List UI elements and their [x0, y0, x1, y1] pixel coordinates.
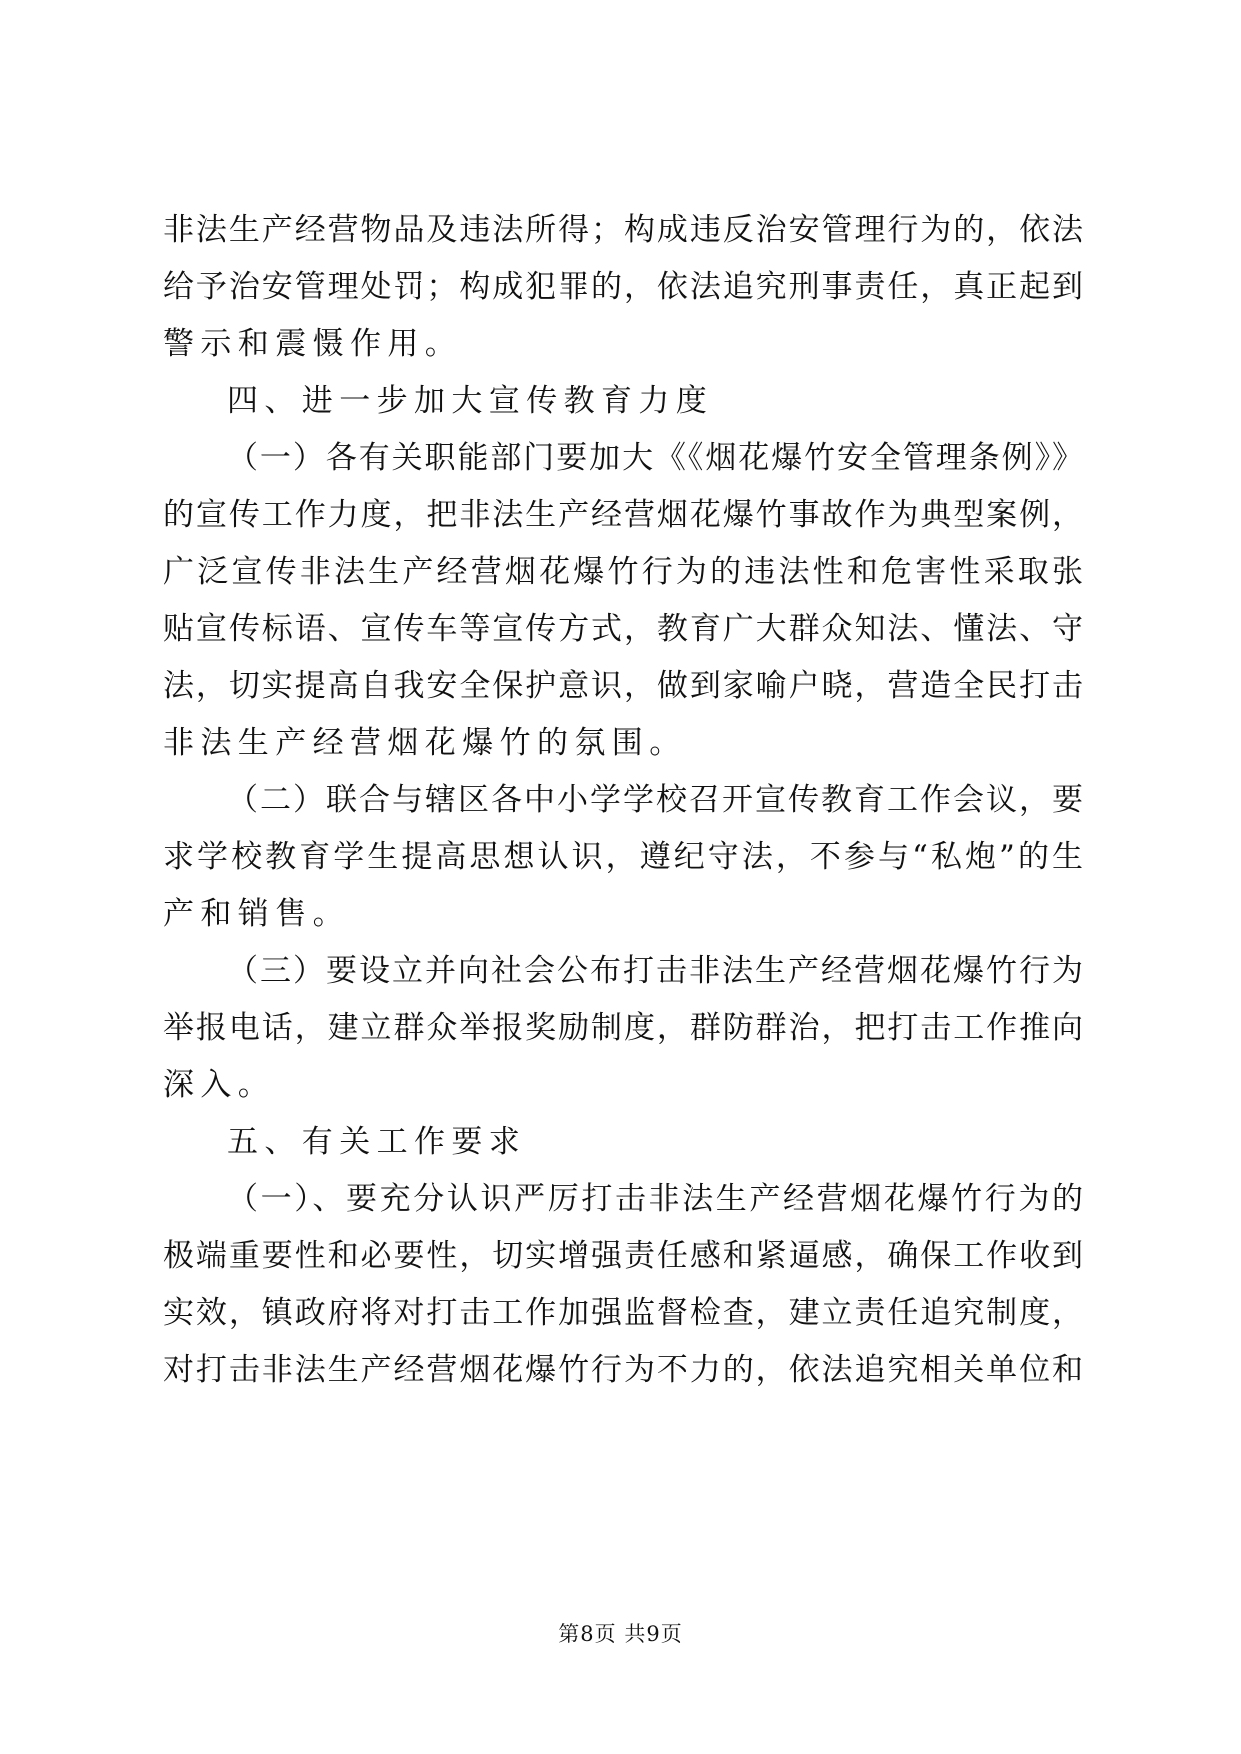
section-heading: 五、有关工作要求	[227, 1124, 527, 1160]
page-number-footer: 第8页 共9页	[558, 1622, 683, 1646]
body-text-line: 广泛宣传非法生产经营烟花爆竹行为的违法性和危害性采取张	[163, 554, 1083, 590]
body-text-line: 实效，镇政府将对打击工作加强监督检查，建立责任追究制度，	[163, 1295, 1083, 1331]
body-text-line: 深入。	[163, 1067, 276, 1103]
body-text-line: （一）、要充分认识严厉打击非法生产经营烟花爆竹行为的	[227, 1181, 1083, 1217]
body-text-line: （三）要设立并向社会公布打击非法生产经营烟花爆竹行为	[227, 953, 1083, 989]
body-text-line: 非法生产经营烟花爆竹的氛围。	[163, 725, 687, 761]
body-text-line: 极端重要性和必要性，切实增强责任感和紧逼感，确保工作收到	[163, 1238, 1083, 1274]
body-text-line: 给予治安管理处罚；构成犯罪的，依法追究刑事责任，真正起到	[163, 269, 1083, 305]
body-text-line: （二）联合与辖区各中小学学校召开宣传教育工作会议，要	[227, 782, 1083, 818]
body-text-line: 求学校教育学生提高思想认识，遵纪守法，不参与“私炮”的生	[163, 839, 1083, 875]
body-text-line: （一）各有关职能部门要加大《《烟花爆竹安全管理条例》》	[227, 440, 1083, 476]
body-text-line: 对打击非法生产经营烟花爆竹行为不力的，依法追究相关单位和	[163, 1352, 1083, 1388]
body-text-line: 贴宣传标语、宣传车等宣传方式，教育广大群众知法、懂法、守	[163, 611, 1083, 647]
body-text-line: 举报电话，建立群众举报奖励制度，群防群治，把打击工作推向	[163, 1010, 1083, 1046]
body-text-line: 产和销售。	[163, 896, 350, 932]
body-text-line: 的宣传工作力度，把非法生产经营烟花爆竹事故作为典型案例，	[163, 497, 1083, 533]
body-text-line: 非法生产经营物品及违法所得；构成违反治安管理行为的，依法	[163, 212, 1083, 248]
body-text-line: 法，切实提高自我安全保护意识，做到家喻户晓，营造全民打击	[163, 668, 1083, 704]
body-text-line: 警示和震慑作用。	[163, 326, 463, 362]
section-heading: 四、进一步加大宣传教育力度	[227, 383, 714, 419]
